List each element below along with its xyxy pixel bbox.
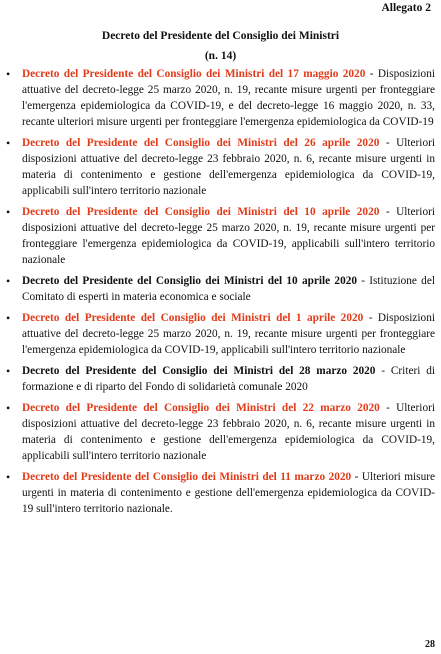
document-title-block xyxy=(0,26,441,66)
decree-description: - Disposizioni attuative del decreto-legge 25 marzo 2020, n. 19, recante misure urgenti per fronteggiare l'emergenza epidemiologica da COVID-19, e del decreto-legge 16 maggio 2020, n. 33, recante ulteriori misure urgenti per fronteggiare l'emergenza epidemiologica da COVID-19 xyxy=(22,68,435,128)
decree-description: - Ulteriori disposizioni attuative del decreto-legge 23 febbraio 2020, n. 6, recante misure urgenti in materia di contenimento e gestione dell'emergenza epidemiologica da COVID-19, applicabili sull'intero territorio nazionale xyxy=(22,137,435,197)
decree-heading-link[interactable]: Decreto del Presidente del Consiglio dei Ministri del 1 aprile 2020 xyxy=(22,312,364,324)
decree-list-item xyxy=(6,469,435,517)
decree-heading-link[interactable]: Decreto del Presidente del Consiglio dei Ministri del 26 aprile 2020 xyxy=(22,137,380,149)
decree-list-item xyxy=(6,273,435,305)
decree-description: - Istituzione del Comitato di esperti in materia economica e sociale xyxy=(22,275,435,303)
bullet-icon: • xyxy=(6,401,11,415)
decree-description: - Ulteriori disposizioni attuative del decreto-legge 23 febbraio 2020, n. 6, recante misure urgenti in materia di contenimento e gestione dell'emergenza epidemiologica da COVID-19, applicabili sull'intero territorio nazionale xyxy=(22,402,435,462)
decree-heading-link[interactable]: Decreto del Presidente del Consiglio dei Ministri del 11 marzo 2020 xyxy=(22,471,352,483)
bullet-icon: • xyxy=(6,274,11,288)
decree-list-item xyxy=(6,204,435,268)
decree-description: - Disposizioni attuative del decreto-legge 25 marzo 2020, n. 19, recante misure urgenti per fronteggiare l'emergenza epidemiologica da COVID-19, applicabili sull'intero territorio nazionale xyxy=(22,312,435,356)
bullet-icon: • xyxy=(6,205,11,219)
decree-list-item xyxy=(6,400,435,464)
decree-heading-link[interactable]: Decreto del Presidente del Consiglio dei Ministri del 10 aprile 2020 xyxy=(22,206,380,218)
document-title: Decreto del Presidente del Consiglio dei Ministri xyxy=(101,30,340,42)
decree-description: - Ulteriori disposizioni attuative del decreto-legge 25 marzo 2020, n. 19, recante misure urgenti per fronteggiare l'emergenza epidemiologica da COVID-19, applicabili sull'intero territorio nazionale xyxy=(22,206,435,266)
page-number: 28 xyxy=(425,639,435,650)
bullet-icon: • xyxy=(6,136,11,150)
decree-list-item xyxy=(6,66,435,130)
bullet-icon: • xyxy=(6,470,11,484)
decree-count: (n. 14) xyxy=(204,50,237,62)
decree-description: - Ulteriori misure urgenti in materia di contenimento e gestione dell'emergenza epidemiologica da COVID-19 sull'intero territorio nazionale. xyxy=(22,471,435,515)
bullet-icon: • xyxy=(6,364,11,378)
decree-heading-link[interactable]: Decreto del Presidente del Consiglio dei Ministri del 17 maggio 2020 xyxy=(22,68,366,80)
decree-heading: Decreto del Presidente del Consiglio dei Ministri del 28 marzo 2020 xyxy=(22,365,376,377)
decree-list-item xyxy=(6,135,435,199)
decree-description: - Criteri di formazione e di riparto del Fondo di solidarietà comunale 2020 xyxy=(22,365,435,393)
decree-heading-link[interactable]: Decreto del Presidente del Consiglio dei Ministri del 22 marzo 2020 xyxy=(22,402,380,414)
decree-list-item xyxy=(6,363,435,395)
annex-label: Allegato 2 xyxy=(381,2,431,14)
decree-list-item xyxy=(6,310,435,358)
decree-list xyxy=(6,66,435,522)
bullet-icon: • xyxy=(6,311,11,325)
bullet-icon: • xyxy=(6,67,11,81)
decree-heading: Decreto del Presidente del Consiglio dei Ministri del 10 aprile 2020 xyxy=(22,275,358,287)
